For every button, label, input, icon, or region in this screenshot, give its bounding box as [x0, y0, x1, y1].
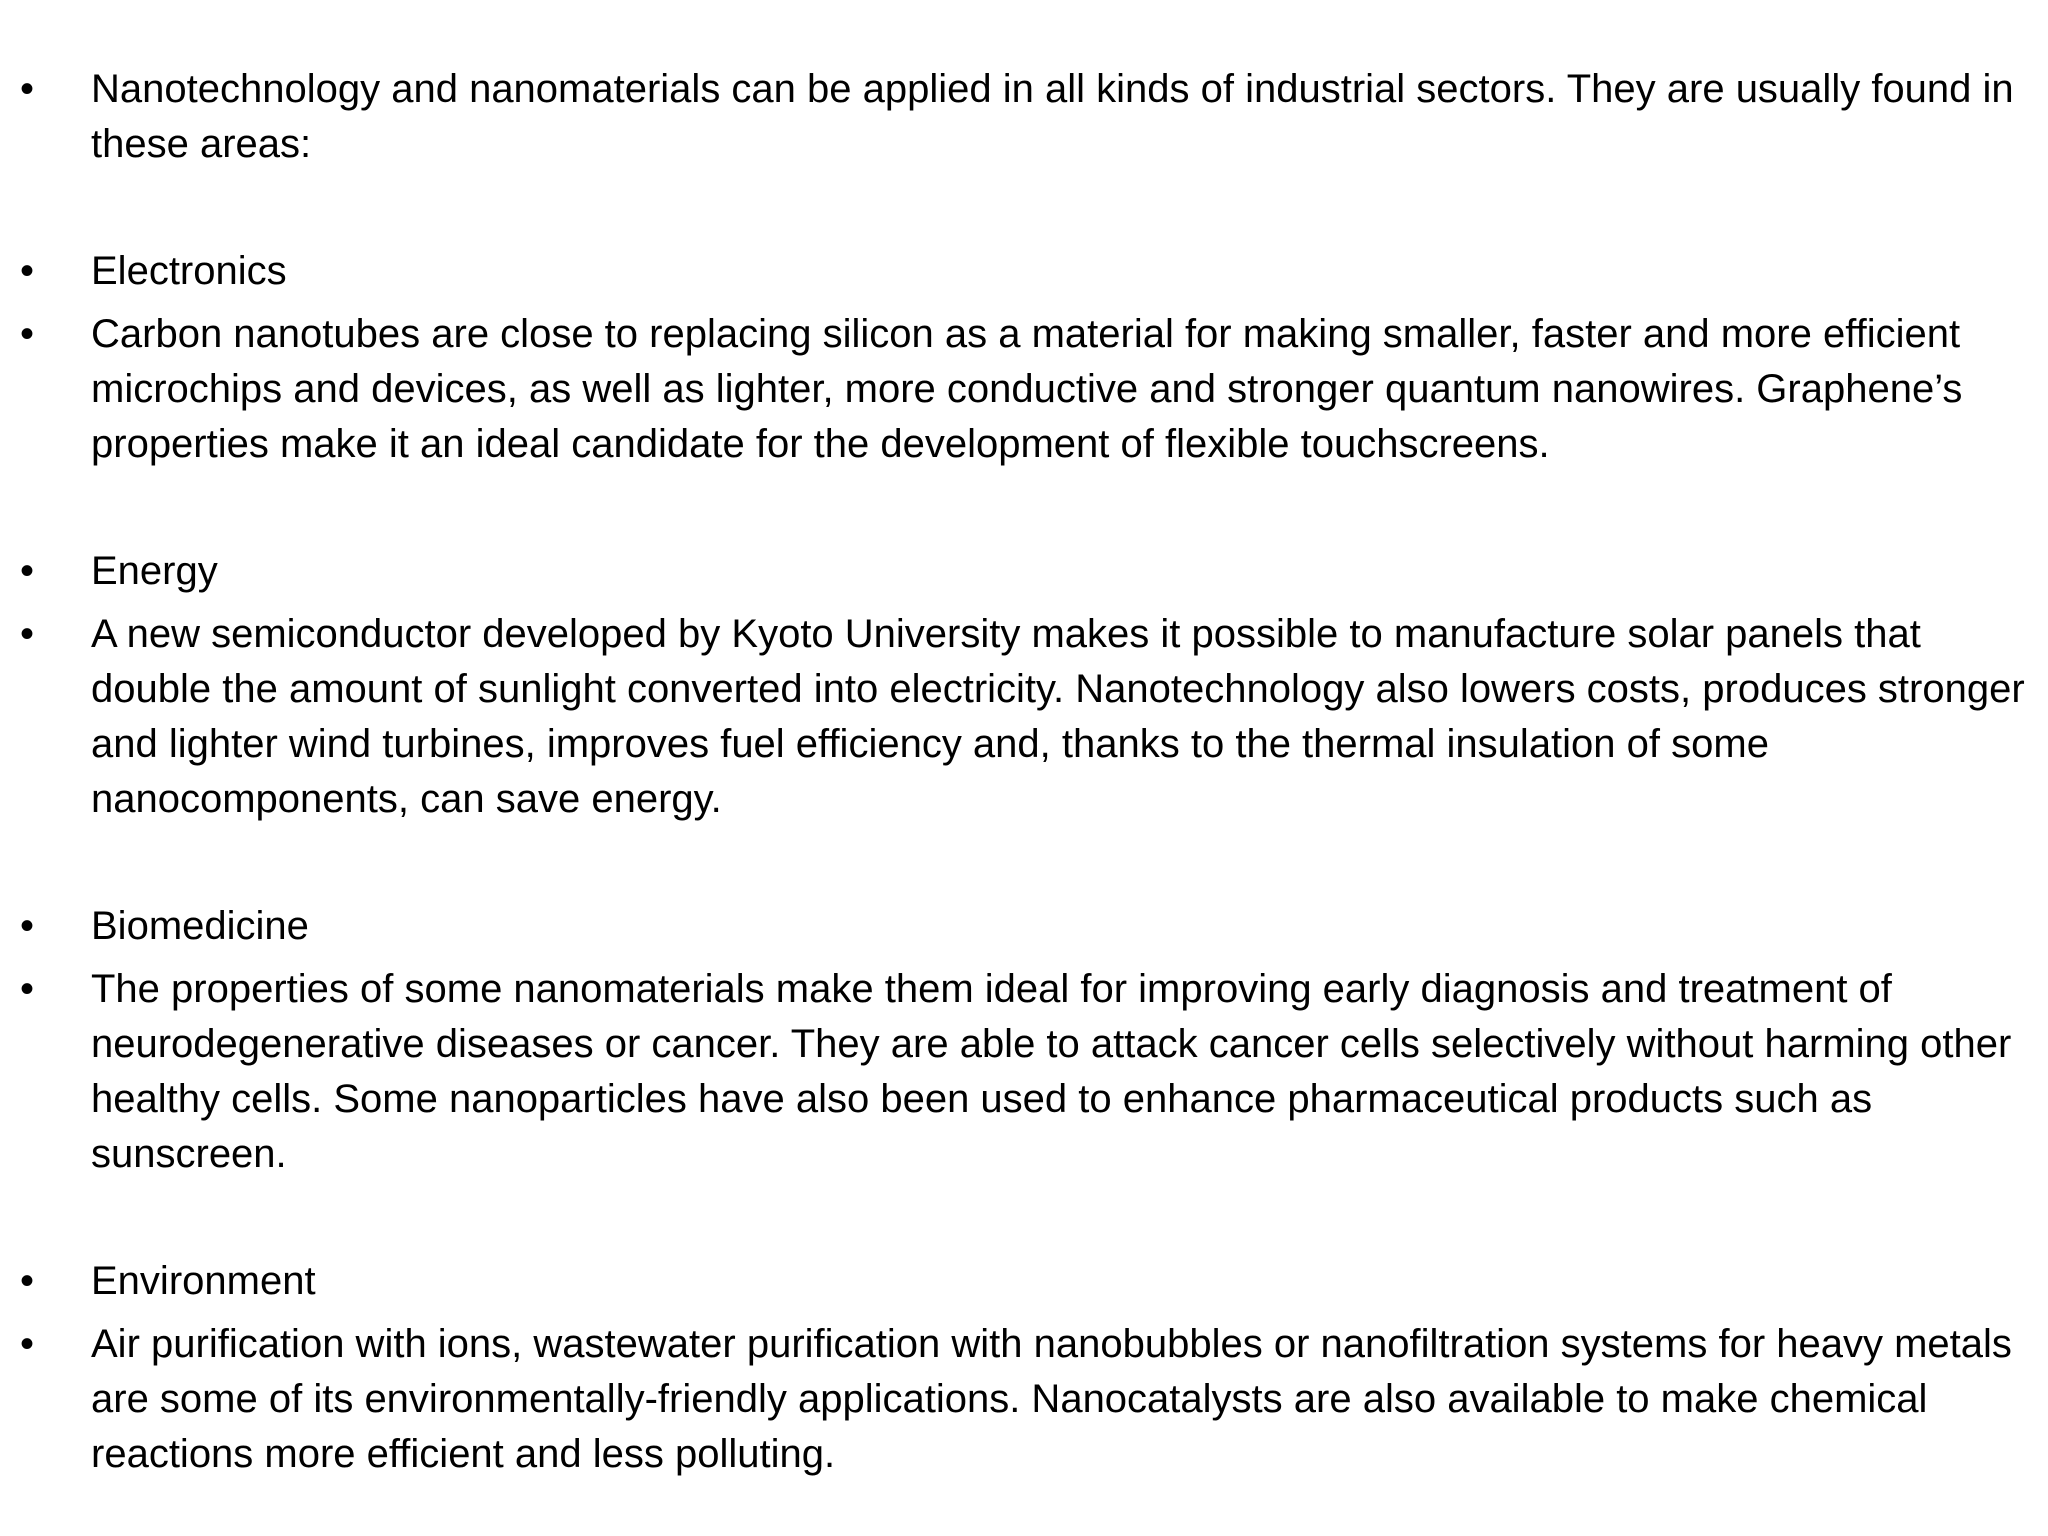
intro-text: Nanotechnology and nanomaterials can be applied in all kinds of industrial sectors. They are usually found in these areas:: [91, 67, 2014, 166]
heading-biomedicine: Biomedicine: [91, 904, 309, 948]
heading-bullet-environment: [20, 1254, 2040, 1309]
bullet-dot: •: [20, 967, 35, 1011]
body-energy: A new semiconductor developed by Kyoto University makes it possible to manufacture solar panels that double the amount of sunlight converted into electricity. Nanotechnology also lowers costs, produces stronger and lighter wind turbines, improves fuel efficiency and, thanks to the thermal insulation of some nanocomponents, can save energy.: [91, 612, 2025, 821]
body-bullet-biomedicine: [20, 962, 2040, 1182]
body-electronics: Carbon nanotubes are close to replacing silicon as a material for making smaller, faster and more efficient microchips and devices, as well as lighter, more conductive and stronger quantum nanowires. Graphene’s properties make it an ideal candidate for the development of flexible touchscreens.: [91, 312, 1963, 466]
body-bullet-environment: [20, 1317, 2040, 1482]
bullet-dot: •: [20, 1259, 35, 1303]
heading-bullet-biomedicine: [20, 899, 2040, 954]
bullet-dot: •: [20, 312, 35, 356]
bullet-dot: •: [20, 904, 35, 948]
heading-bullet-electronics: [20, 244, 2040, 299]
body-biomedicine: The properties of some nanomaterials make them ideal for improving early diagnosis and treatment of neurodegenerative diseases or cancer. They are able to attack cancer cells selectively without harming other healthy cells. Some nanoparticles have also been used to enhance pharmaceutical products such as sunscreen.: [91, 967, 2012, 1176]
bullet-dot: •: [20, 612, 35, 656]
bullet-dot: •: [20, 67, 35, 111]
body-environment: Air purification with ions, wastewater purification with nanobubbles or nanofiltration systems for heavy metals are some of its environmentally-friendly applications. Nanocatalysts are also available to make chemical reactions more efficient and less polluting.: [91, 1322, 2012, 1476]
bullet-dot: •: [20, 549, 35, 593]
body-bullet-electronics: [20, 307, 2040, 472]
bullet-dot: •: [20, 1322, 35, 1366]
heading-energy: Energy: [91, 549, 218, 593]
heading-bullet-energy: [20, 544, 2040, 599]
intro-bullet: [20, 62, 2040, 172]
bullet-dot: •: [20, 249, 35, 293]
body-bullet-energy: [20, 607, 2040, 827]
heading-environment: Environment: [91, 1259, 316, 1303]
heading-electronics: Electronics: [91, 249, 287, 293]
bullet-list: [20, 62, 2040, 1482]
